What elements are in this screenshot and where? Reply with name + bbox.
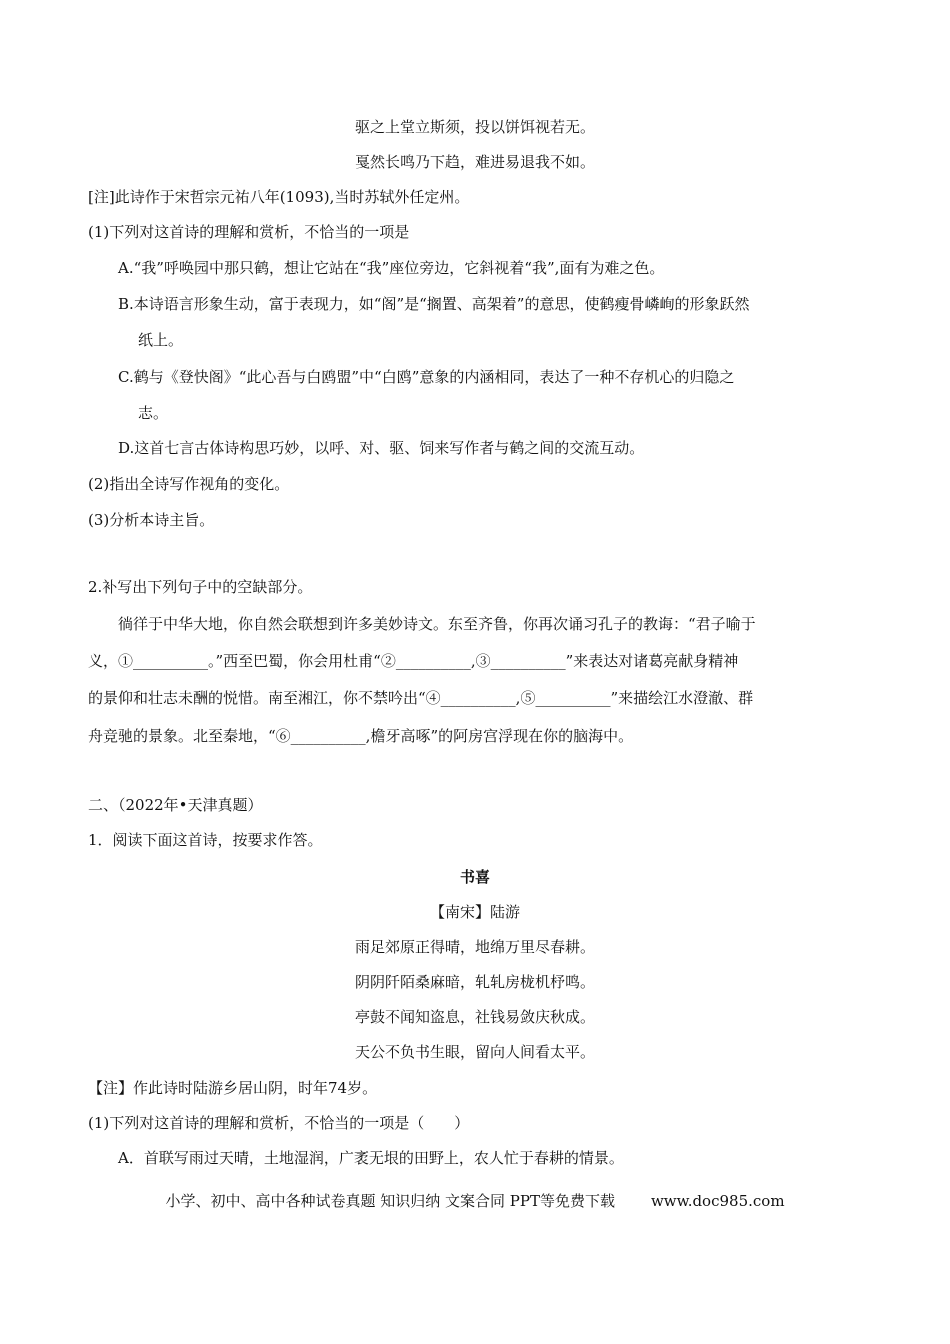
fill-paragraph-line: 的景仰和壮志未酬的悦惜。南至湘江，你不禁吟出“④__________,⑤__________”来描绘江水澄澈、群 <box>88 689 754 707</box>
poem-title: 书喜 <box>459 868 490 886</box>
poem-author: 【南宋】陆游 <box>429 903 520 921</box>
page-footer <box>0 1191 950 1211</box>
footer-text: 小学、初中、高中各种试卷真题 知识归纳 文案合同 PPT等免费下载 <box>165 1192 615 1210</box>
poem-line: 驱之上堂立斯须，投以饼饵视若无。 <box>354 118 595 136</box>
fill-paragraph-line: 徜徉于中华大地，你自然会联想到许多美妙诗文。东至齐鲁，你再次诵习孔子的教诲：“君子喻于 <box>118 615 756 633</box>
option-c: C.鹤与《登快阁》“此心吾与白鸥盟”中“白鸥”意象的内涵相同，表达了一种不存机心的归隐之 <box>118 368 735 386</box>
poem-line: 戛然长鸣乃下趋，难进易退我不如。 <box>354 153 595 171</box>
note-text: [注]此诗作于宋哲宗元祐八年(1093),当时苏轼外任定州。 <box>88 188 470 206</box>
fill-section-title: 2.补写出下列句子中的空缺部分。 <box>88 578 313 596</box>
fill-paragraph-line: 舟竞驰的景象。北至秦地，“⑥__________,檐牙高啄”的阿房宫浮现在你的脑海中。 <box>88 727 634 745</box>
option-d: D.这首七言古体诗构思巧妙，以呼、对、驱、饲来写作者与鹤之间的交流互动。 <box>118 439 645 457</box>
question-2: (2)指出全诗写作视角的变化。 <box>88 475 290 493</box>
footer-url[interactable]: www.doc985.com <box>650 1192 785 1210</box>
poem-line: 阴阴阡陌桑麻暗，轧轧房栊机杼鸣。 <box>354 973 595 991</box>
poem-line: 天公不负书生眼，留向人间看太平。 <box>354 1043 595 1061</box>
fill-paragraph-line: 义，①__________。”西至巴蜀，你会用杜甫“②__________,③__________”来表达对诸葛亮献身精神 <box>88 652 739 670</box>
option-b-continued: 纸上。 <box>138 331 184 349</box>
option-a: A．首联写雨过天晴，土地湿润，广袤无垠的田野上，农人忙于春耕的情景。 <box>118 1149 624 1167</box>
option-c-continued: 志。 <box>138 404 169 422</box>
question-3: (3)分析本诗主旨。 <box>88 511 215 529</box>
section-heading: 二、（2022年•天津真题） <box>88 796 263 814</box>
option-b: B.本诗语言形象生动，富于表现力，如“阁”是“搁置、高架着”的意思，使鹤瘦骨嶙峋的形象跃然 <box>118 295 750 313</box>
question-stem: (1)下列对这首诗的理解和赏析，不恰当的一项是（ ） <box>88 1114 470 1132</box>
poem-note: 【注】作此诗时陆游乡居山阴，时年74岁。 <box>88 1079 378 1097</box>
section-instruction: 1．阅读下面这首诗，按要求作答。 <box>88 831 323 849</box>
poem-line: 雨足郊原正得晴，地绵万里尽春耕。 <box>354 938 595 956</box>
poem-line: 亭鼓不闻知盗息，社钱易敛庆秋成。 <box>354 1008 595 1026</box>
option-a: A.“我”呼唤园中那只鹤，想让它站在“我”座位旁边，它斜视着“我”,面有为难之色。 <box>118 259 665 277</box>
question-stem: (1)下列对这首诗的理解和赏析，不恰当的一项是 <box>88 223 410 241</box>
